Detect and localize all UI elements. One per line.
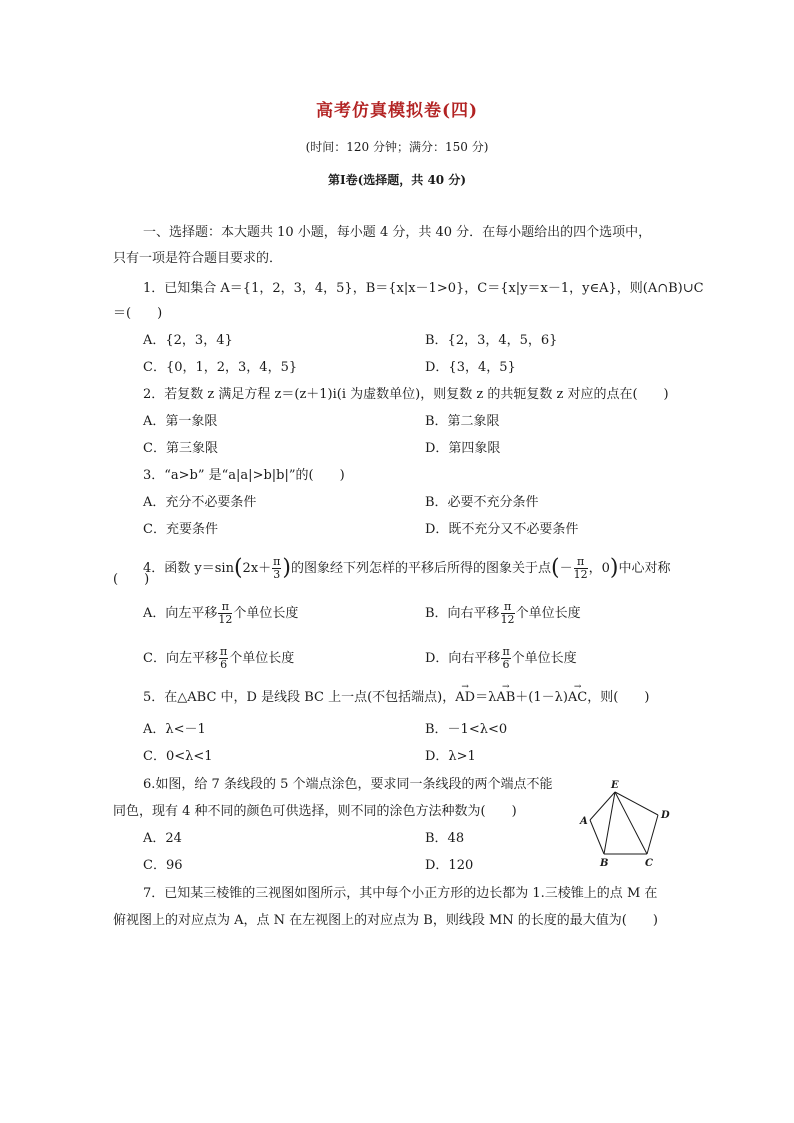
q2-option-b: B．第二象限	[425, 414, 500, 429]
q2-option-d: D．第四象限	[425, 441, 501, 456]
q2-option-a: A．第一象限	[143, 414, 218, 429]
fraction-pi-over-12	[574, 556, 588, 581]
q5-option-b: B．－1<λ<0	[425, 722, 508, 737]
q5-stem-a: 5．在△ABC 中，D 是线段 BC 上一点(不包括端点)，	[143, 690, 456, 705]
fraction-pi-over-6	[219, 646, 228, 671]
vertex-label-a: A	[580, 816, 588, 827]
q4-option-d	[425, 646, 577, 671]
q2-option-c: C．第三象限	[143, 441, 218, 456]
option-label: D．向右平移	[425, 651, 501, 666]
q4-option-b	[425, 601, 581, 626]
option-unit: 个单位长度	[511, 651, 577, 666]
fraction-pi-over-12	[218, 601, 232, 626]
segment-ec	[615, 792, 647, 854]
q5-stem-b: ＝λ	[475, 690, 497, 705]
vertex-label-e: E	[611, 780, 619, 791]
option-label: A．向左平移	[143, 606, 218, 621]
q4-stem-b: 2x＋	[242, 561, 272, 576]
q7-stem: 7．已知某三棱锥的三视图如图所示，其中每个小正方形的边长都为 1.三棱锥上的点 M 在	[143, 886, 658, 901]
q4-stem	[143, 556, 671, 581]
option-label: B．向右平移	[425, 606, 500, 621]
vertex-label-d: D	[661, 810, 670, 821]
q4-stem-e: ，0	[588, 561, 610, 576]
q6-option-d: D．120	[425, 858, 474, 873]
section-heading: 第Ⅰ卷(选择题，共 40 分)	[327, 173, 467, 187]
intro-line-1: 一、选择题：本大题共 10 小题，每小题 4 分，共 40 分．在每小题给出的四个选项中，	[143, 225, 652, 240]
q6-option-a: A．24	[143, 831, 182, 846]
numerator: π	[219, 645, 228, 658]
q3-option-d: D．既不充分又不必要条件	[425, 522, 579, 537]
fraction-pi-over-6	[501, 646, 510, 671]
denominator: 6	[220, 658, 228, 671]
pentagon-figure	[572, 778, 684, 870]
denominator: 12	[573, 568, 588, 581]
vertex-label-c: C	[645, 858, 653, 869]
q1-option-a: A．{2，3，4}	[143, 333, 233, 348]
q3-option-a: A．充分不必要条件	[143, 495, 257, 510]
q1-option-d: D．{3，4，5}	[425, 360, 516, 375]
q6-option-b: B．48	[425, 831, 465, 846]
q5-stem-d: ，则( )	[587, 690, 650, 705]
exam-title: 高考仿真模拟卷(四)	[315, 101, 479, 121]
vector-ad: → AD	[455, 688, 475, 708]
denominator: 6	[502, 658, 510, 671]
option-unit: 个单位长度	[233, 606, 299, 621]
intro-line-2: 只有一项是符合题目要求的．	[113, 251, 283, 266]
q6-option-c: C．96	[143, 858, 183, 873]
q5-option-a: A．λ<－1	[143, 722, 206, 737]
q4-option-a	[143, 601, 298, 626]
q5-stem-c: ＋(1－λ)	[515, 690, 568, 705]
q4-stem-a: 4．函数 y＝sin	[143, 561, 234, 576]
q4-stem-c: 的图象经下列怎样的平移后所得的图象关于点	[290, 561, 551, 576]
numerator: π	[273, 555, 281, 568]
q2-stem: 2．若复数 z 满足方程 z＝(z＋1)i(i 为虚数单位)，则复数 z 的共轭复数 z 对应的点在( )	[143, 387, 669, 402]
q7-stem-cont: 俯视图上的对应点为 A，点 N 在左视图上的对应点为 B，则线段 MN 的长度的最大值为( )	[113, 913, 658, 928]
q4-stem-f: 中心对称	[618, 561, 671, 576]
segment-dc	[647, 815, 658, 854]
segment-eb	[604, 792, 615, 854]
q4-stem-d: －	[559, 561, 573, 576]
segment-ba	[590, 820, 604, 854]
vector-ab: → AB	[496, 688, 515, 708]
q4-stem-cont: ( )	[113, 572, 150, 587]
q1-stem-cont: ＝( )	[113, 306, 163, 321]
vector-ac: → AC	[568, 688, 587, 708]
numerator: π	[218, 601, 232, 614]
q1-option-b: B．{2，3，4，5，6}	[425, 333, 558, 348]
denominator: 12	[218, 613, 233, 626]
numerator: π	[574, 556, 588, 569]
denominator: 12	[500, 613, 515, 626]
q3-option-c: C．充要条件	[143, 522, 218, 537]
denominator: 3	[273, 568, 281, 581]
paren-close: )	[282, 555, 291, 581]
numerator: π	[501, 601, 515, 614]
fraction-pi-over-3	[272, 556, 281, 581]
q3-stem: 3．“a>b” 是“a|a|>b|b|”的( )	[143, 468, 345, 483]
q5-stem	[143, 688, 649, 708]
option-unit: 个单位长度	[515, 606, 581, 621]
paren-open: (	[551, 555, 560, 581]
vertex-label-b: B	[600, 858, 609, 869]
q4-option-c	[143, 646, 294, 671]
option-unit: 个单位长度	[229, 651, 295, 666]
q5-option-d: D．λ>1	[425, 749, 476, 764]
q5-option-c: C．0<λ<1	[143, 749, 213, 764]
numerator: π	[502, 645, 510, 658]
q6-stem-cont: 同色，现有 4 种不同的颜色可供选择，则不同的涂色方法种数为( )	[113, 804, 517, 819]
fraction-pi-over-12	[501, 601, 515, 626]
q6-stem: 6.如图，给 7 条线段的 5 个端点涂色，要求同一条线段的两个端点不能	[143, 777, 553, 792]
option-label: C．向左平移	[143, 651, 218, 666]
q3-option-b: B．必要不充分条件	[425, 495, 539, 510]
exam-time-score: (时间：120 分钟；满分：150 分)	[305, 140, 489, 154]
q1-stem: 1．已知集合 A＝{1，2，3，4，5}，B＝{x|x－1>0}，C＝{x|y＝x－1，y∈A}，则(A∩B)∪C	[143, 281, 704, 296]
q1-option-c: C．{0，1，2，3，4，5}	[143, 360, 298, 375]
paren-close: )	[609, 555, 619, 581]
paren-open: (	[233, 555, 243, 581]
